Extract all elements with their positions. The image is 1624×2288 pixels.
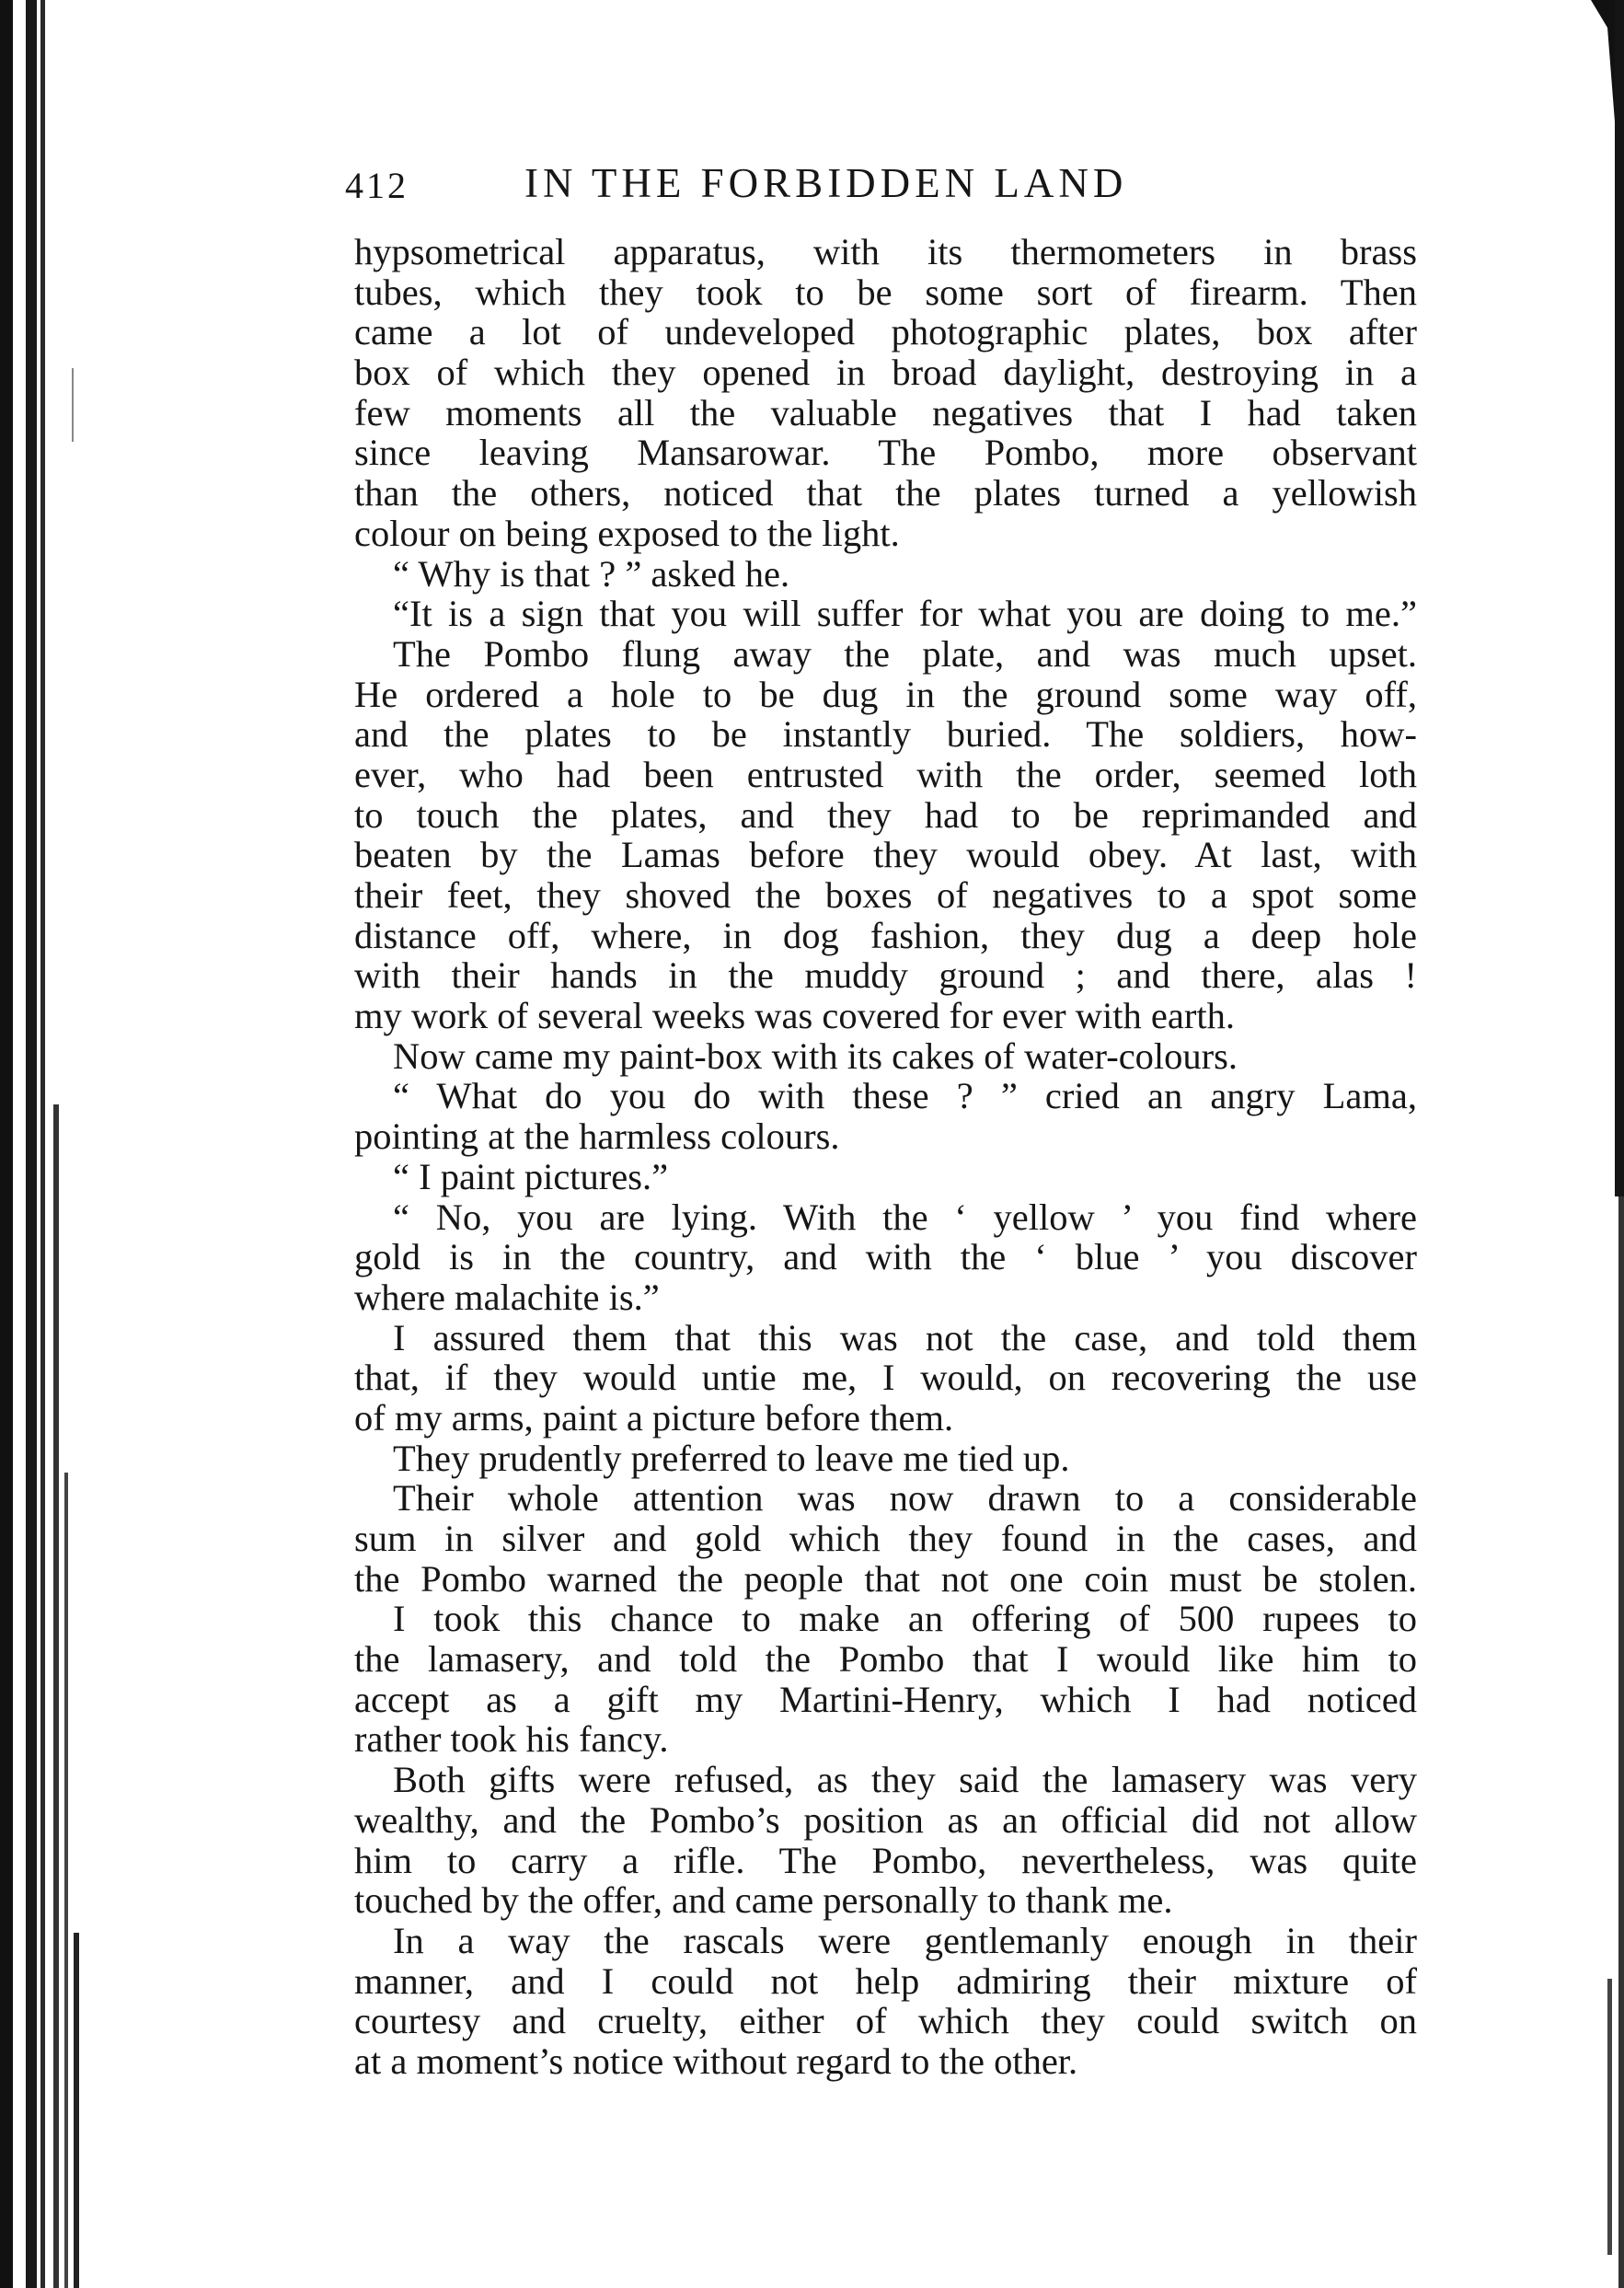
text-line: In a way the rascals were gentlemanly enough in their — [393, 1919, 1417, 1961]
text-line: “ Why is that ? ” asked he. — [393, 552, 790, 595]
text-line: since leaving Mansarowar. The Pombo, more observant — [354, 432, 1417, 474]
text-line: wealthy, and the Pombo’s position as an official did not allow — [354, 1798, 1417, 1841]
body-text — [354, 232, 1417, 2082]
text-line: the Pombo warned the people that not one coin must be stolen. — [354, 1557, 1417, 1600]
page-number: 412 — [345, 165, 409, 206]
text-line: and the plates to be instantly buried. The soldiers, how- — [354, 713, 1417, 756]
text-line: gold is in the country, and with the ‘ blue ’ you discover — [354, 1236, 1417, 1278]
text-line: tubes, which they took to be some sort of firearm. Then — [354, 271, 1417, 313]
text-line: ever, who had been entrusted with the order, seemed loth — [354, 753, 1417, 795]
text-line: Their whole attention was now drawn to a considerable — [393, 1477, 1417, 1520]
text-line: hypsometrical apparatus, with its thermometers in brass — [354, 231, 1417, 272]
text-line: their feet, they shoved the boxes of negatives to a spot some — [354, 874, 1417, 916]
text-line: “ What do you do with these ? ” cried an angry Lama, — [393, 1075, 1417, 1117]
text-line: The Pombo flung away the plate, and was much upset. — [393, 632, 1417, 675]
text-line: “It is a sign that you will suffer for what you are doing to me.” — [393, 593, 1417, 635]
text-line: I took this chance to make an offering of 500 rupees to — [393, 1598, 1417, 1640]
text-line: manner, and I could not help admiring their mixture of — [354, 1959, 1417, 2002]
page-header — [345, 155, 1265, 219]
text-line: rather took his fancy. — [354, 1718, 669, 1761]
text-line: of my arms, paint a picture before them. — [354, 1396, 954, 1439]
text-line: my work of several weeks was covered for ever with earth. — [354, 995, 1235, 1037]
text-line: the lamasery, and told the Pombo that I would like him to — [354, 1638, 1417, 1681]
text-line: accept as a gift my Martini-Henry, which I had noticed — [354, 1678, 1417, 1720]
text-line: Now came my paint-box with its cakes of water-colours. — [393, 1034, 1238, 1077]
text-line: colour on being exposed to the light. — [354, 512, 900, 554]
text-line: “ No, you are lying. With the ‘ yellow ’ you find where — [393, 1196, 1417, 1238]
text-line: Both gifts were refused, as they said the lamasery was very — [393, 1759, 1417, 1801]
text-line: They prudently preferred to leave me tied up. — [393, 1437, 1070, 1479]
text-line: to touch the plates, and they had to be reprimanded and — [354, 793, 1417, 836]
text-line: courtesy and cruelty, either of which they could switch on — [354, 2000, 1417, 2042]
text-line: him to carry a rifle. The Pombo, nevertheless, was quite — [354, 1839, 1417, 1881]
text-line: beaten by the Lamas before they would obey. At last, with — [354, 834, 1417, 876]
running-title: IN THE FORBIDDEN LAND — [524, 160, 1128, 206]
text-line: at a moment’s notice without regard to the other. — [354, 2040, 1078, 2082]
text-line: with their hands in the muddy ground ; and there, alas ! — [354, 954, 1417, 997]
text-line: I assured them that this was not the case, and told them — [393, 1316, 1417, 1358]
text-line: came a lot of undeveloped photographic plates, box after — [354, 311, 1417, 353]
text-line: where malachite is.” — [354, 1276, 660, 1318]
text-line: distance off, where, in dog fashion, they dug a deep hole — [354, 914, 1417, 956]
text-line: that, if they would untie me, I would, on recovering the use — [354, 1357, 1417, 1399]
scan-edge-right — [1587, 0, 1624, 2288]
text-line: pointing at the harmless colours. — [354, 1115, 840, 1158]
text-line: box of which they opened in broad daylight, destroying in a — [354, 352, 1417, 394]
scan-binding-edge-left — [0, 0, 101, 2288]
text-line: than the others, noticed that the plates turned a yellowish — [354, 472, 1417, 514]
text-line: sum in silver and gold which they found in the cases, and — [354, 1518, 1417, 1559]
text-line: He ordered a hole to be dug in the ground some way off, — [354, 673, 1417, 715]
text-line: few moments all the valuable negatives that I had taken — [354, 391, 1417, 433]
text-line: “ I paint pictures.” — [393, 1155, 669, 1197]
text-line: touched by the offer, and came personally to thank me. — [354, 1879, 1173, 1922]
